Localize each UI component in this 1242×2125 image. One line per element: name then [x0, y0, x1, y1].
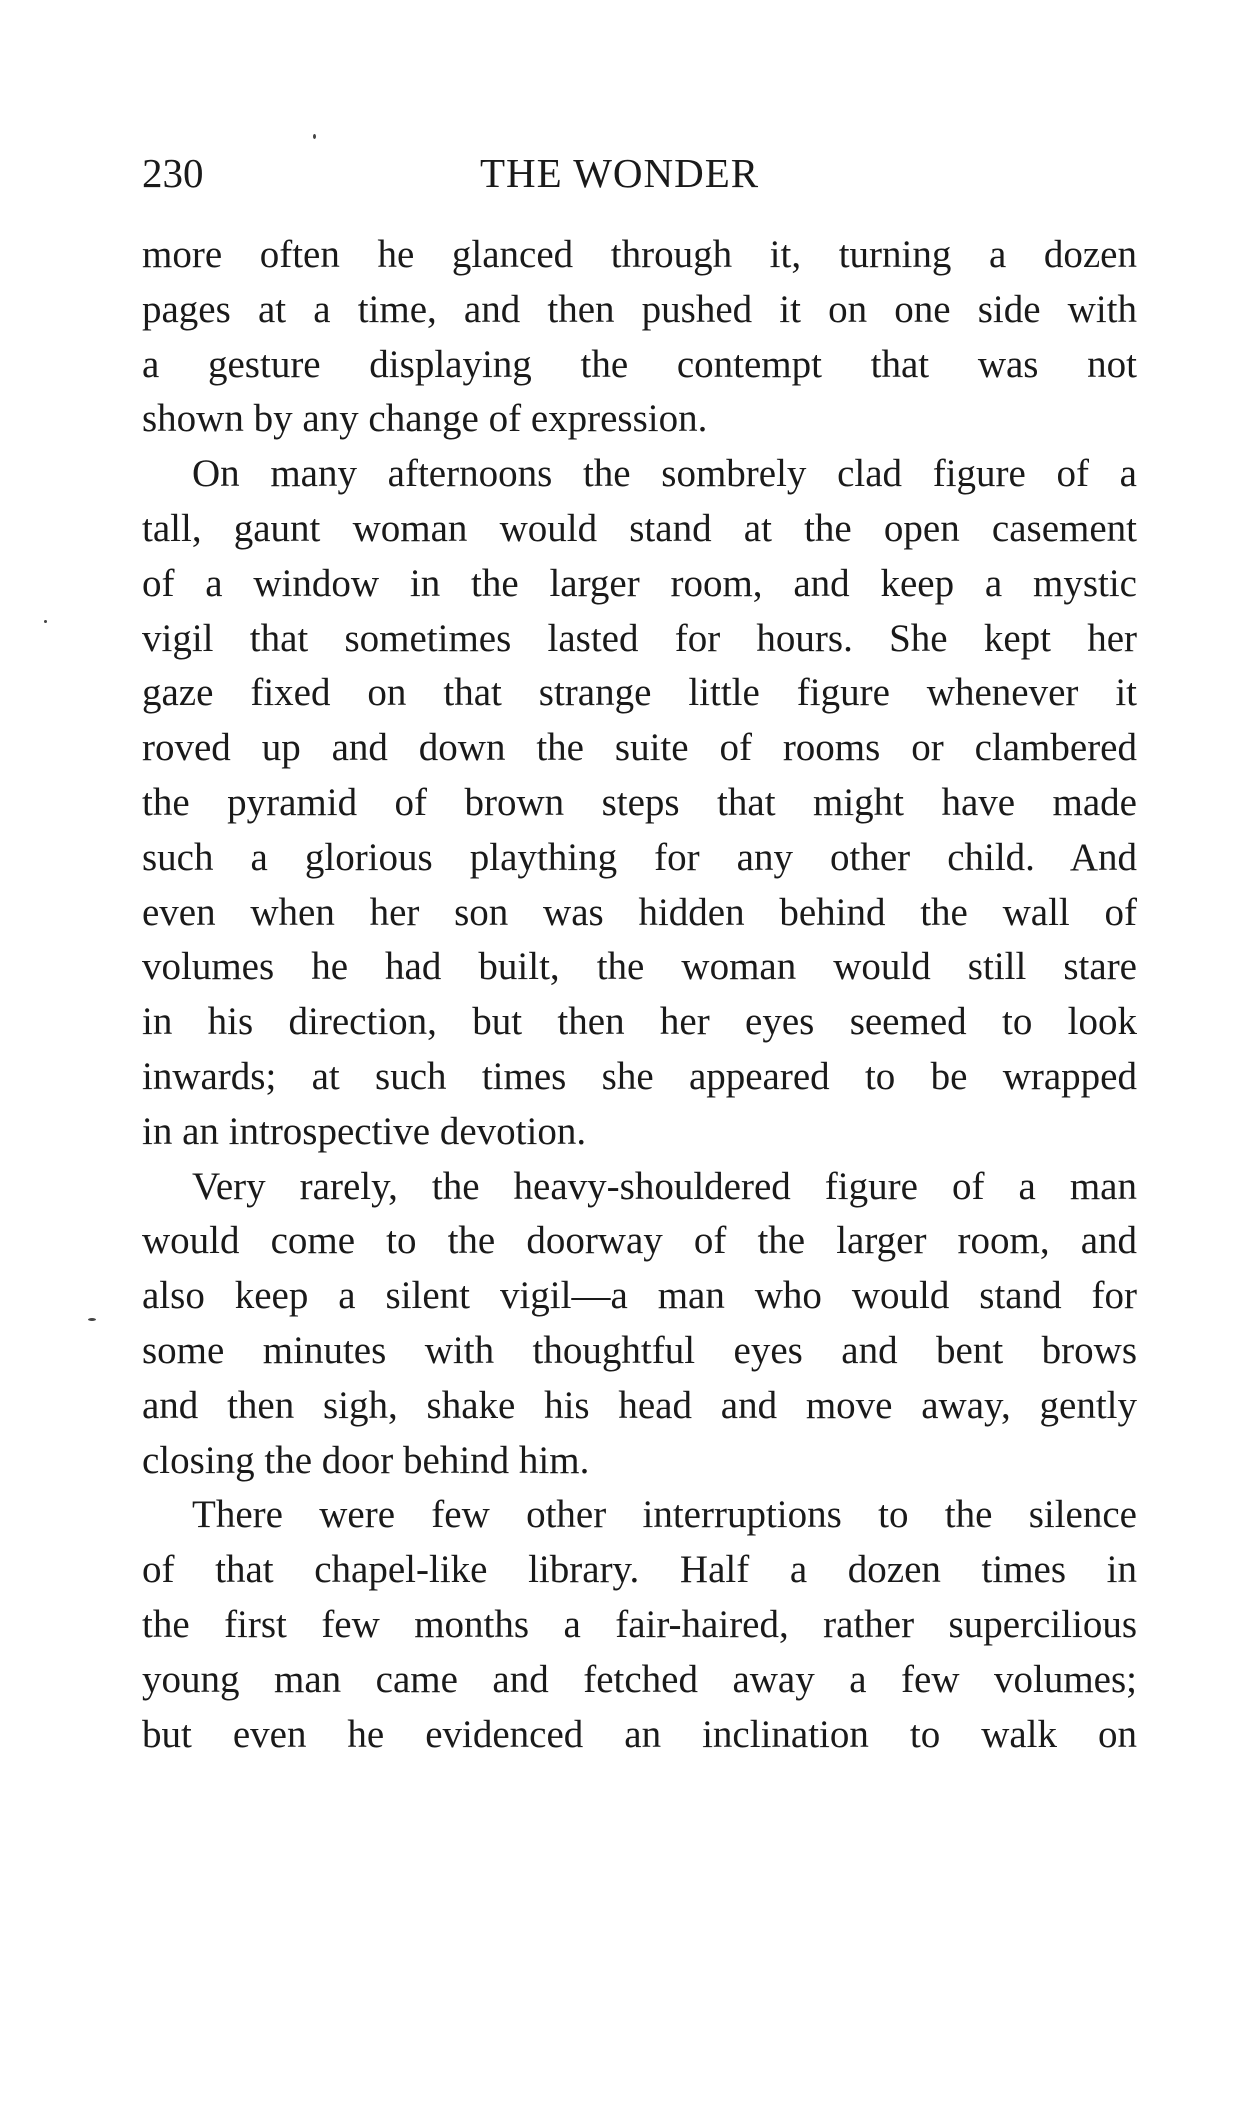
ink-speck [88, 1318, 96, 1321]
text-line: roved up and down the suite of rooms or clambered [142, 726, 1137, 770]
text-line: and then sigh, shake his head and move away, gently [142, 1383, 1137, 1427]
paragraph [142, 1488, 1137, 1762]
ink-speck [313, 134, 316, 139]
text-line: On many afternoons the sombrely clad figure of a [192, 452, 1137, 496]
text-line: such a glorious plaything for any other child. And [142, 835, 1137, 879]
text-line: in his direction, but then her eyes seemed to look [142, 1000, 1137, 1044]
text-line: some minutes with thoughtful eyes and bent brows [142, 1328, 1137, 1372]
page-number: 230 [142, 150, 204, 196]
text-line: inwards; at such times she appeared to be wrapped [142, 1054, 1137, 1098]
text-line: of a window in the larger room, and keep a mystic [142, 561, 1137, 605]
running-title: THE WONDER [480, 150, 760, 196]
paragraph [142, 228, 1137, 447]
text-line: pages at a time, and then pushed it on one side with [142, 287, 1137, 331]
text-line: in an introspective devotion. [142, 1109, 587, 1153]
text-line: a gesture displaying the contempt that was not [142, 342, 1137, 386]
text-line: There were few other interruptions to the silence [192, 1493, 1137, 1537]
text-line: the pyramid of brown steps that might have made [142, 780, 1137, 824]
text-line: volumes he had built, the woman would still stare [142, 945, 1137, 989]
text-line: of that chapel-like library. Half a dozen times in [142, 1548, 1137, 1592]
text-line: also keep a silent vigil—a man who would stand for [142, 1274, 1137, 1318]
text-line: would come to the doorway of the larger room, and [142, 1219, 1137, 1263]
text-line: more often he glanced through it, turning a dozen [142, 233, 1137, 276]
text-line: Very rarely, the heavy-shouldered figure of a man [192, 1164, 1137, 1208]
ink-speck [44, 620, 47, 623]
paragraph [142, 447, 1137, 1159]
body-text [142, 228, 1137, 1762]
text-line: the first few months a fair-haired, rather supercilious [142, 1602, 1137, 1646]
text-line: but even he evidenced an inclination to walk on [142, 1712, 1137, 1756]
page-header [142, 148, 1137, 198]
text-line: vigil that sometimes lasted for hours. She kept her [142, 616, 1137, 660]
text-line: gaze fixed on that strange little figure whenever it [142, 671, 1137, 715]
text-line: closing the door behind him. [142, 1438, 590, 1482]
text-line: tall, gaunt woman would stand at the open casement [142, 506, 1137, 550]
text-line: young man came and fetched away a few volumes; [142, 1657, 1137, 1701]
paragraph [142, 1160, 1137, 1489]
text-line: even when her son was hidden behind the wall of [142, 890, 1137, 934]
text-line: shown by any change of expression. [142, 397, 708, 441]
